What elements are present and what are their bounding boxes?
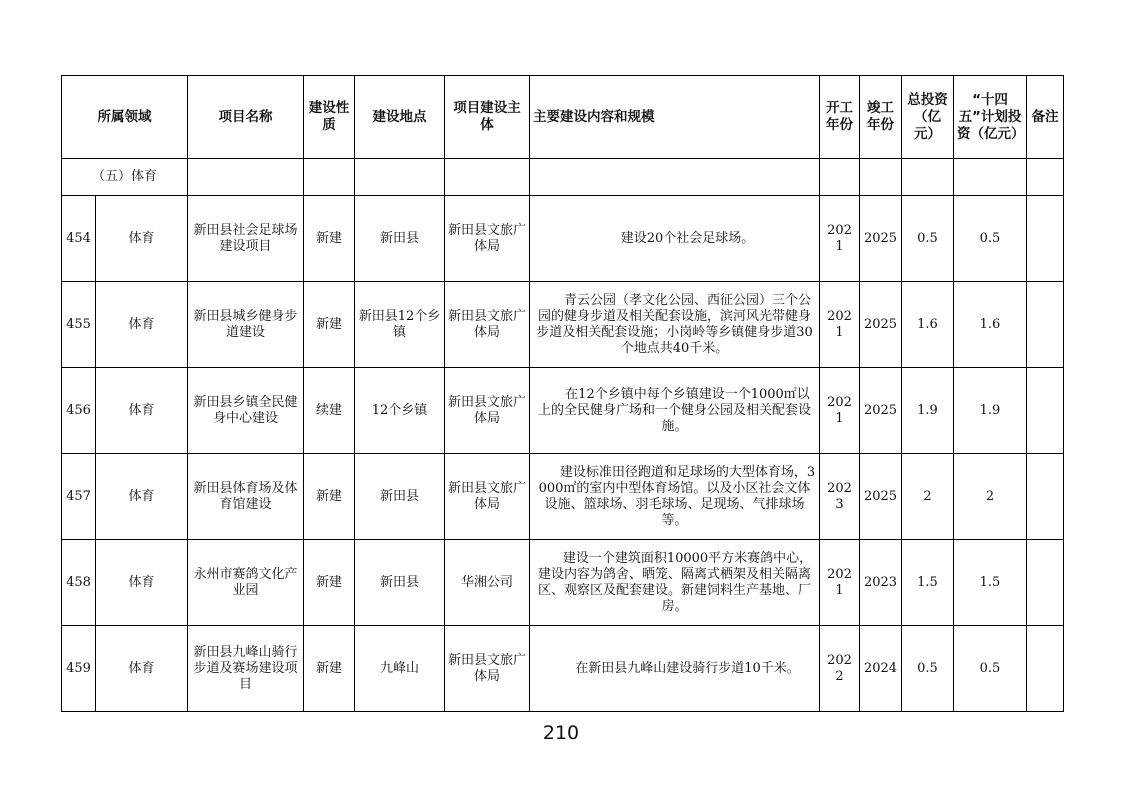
page-number: 210	[542, 722, 580, 744]
row-project-name: 新田县体育场及体育馆建设	[188, 454, 304, 540]
row-finish-year: 2025	[860, 196, 902, 282]
row-nature: 新建	[304, 282, 355, 368]
row-plan-investment: 1.9	[954, 368, 1027, 454]
row-location: 新田县	[355, 454, 445, 540]
row-start-year: 2021	[820, 196, 860, 282]
row-project-name: 新田县城乡健身步道建设	[188, 282, 304, 368]
section-empty-cell	[902, 159, 954, 196]
project-table	[61, 75, 1064, 712]
row-start-year: 2021	[820, 540, 860, 626]
row-start-year: 2021	[820, 282, 860, 368]
row-total-investment: 1.9	[902, 368, 954, 454]
section-empty-cell	[188, 159, 304, 196]
header-location: 建设地点	[355, 76, 445, 159]
row-finish-year: 2024	[860, 626, 902, 712]
row-owner: 新田县文旅广体局	[445, 282, 530, 368]
row-nature: 新建	[304, 540, 355, 626]
header-start-year: 开工年份	[820, 76, 860, 159]
row-field: 体育	[96, 540, 188, 626]
row-start-year: 2023	[820, 454, 860, 540]
row-plan-investment: 2	[954, 454, 1027, 540]
row-remark	[1027, 368, 1064, 454]
table-row	[62, 196, 1064, 282]
row-number: 456	[62, 368, 96, 454]
row-start-year: 2022	[820, 626, 860, 712]
row-owner: 新田县文旅广体局	[445, 368, 530, 454]
header-owner: 项目建设主体	[445, 76, 530, 159]
section-empty-cell	[954, 159, 1027, 196]
row-nature: 续建	[304, 368, 355, 454]
row-total-investment: 2	[902, 454, 954, 540]
header-nature: 建设性质	[304, 76, 355, 159]
row-remark	[1027, 540, 1064, 626]
row-nature: 新建	[304, 196, 355, 282]
section-label: （五）体育	[62, 159, 188, 196]
row-content: 青云公园（孝文化公园、西征公园）三个公园的健身步道及相关配套设施，滨河风光带健身步道及相关配套设施；小岗岭等乡镇健身步道30个地点共40千米。	[530, 282, 820, 368]
row-number: 454	[62, 196, 96, 282]
table-row	[62, 540, 1064, 626]
row-number: 455	[62, 282, 96, 368]
row-field: 体育	[96, 282, 188, 368]
row-total-investment: 1.5	[902, 540, 954, 626]
row-field: 体育	[96, 368, 188, 454]
row-content: 建设一个建筑面积10000平方米赛鸽中心，建设内容为鸽舍、晒笼、隔离式栖架及相关隔离区、观察区及配套建设。新建饲料生产基地、厂房。	[530, 540, 820, 626]
row-project-name: 永州市赛鸽文化产业园	[188, 540, 304, 626]
row-content: 建设20个社会足球场。	[530, 196, 820, 282]
row-finish-year: 2025	[860, 368, 902, 454]
row-content: 在12个乡镇中每个乡镇建设一个1000㎡以上的全民健身广场和一个健身公园及相关配套设施。	[530, 368, 820, 454]
row-finish-year: 2025	[860, 282, 902, 368]
header-content: 主要建设内容和规模	[530, 76, 820, 159]
row-plan-investment: 0.5	[954, 626, 1027, 712]
row-finish-year: 2025	[860, 454, 902, 540]
section-empty-cell	[820, 159, 860, 196]
row-number: 458	[62, 540, 96, 626]
section-empty-cell	[530, 159, 820, 196]
table-row	[62, 282, 1064, 368]
row-remark	[1027, 626, 1064, 712]
row-location: 新田县	[355, 540, 445, 626]
table-row	[62, 626, 1064, 712]
section-empty-cell	[445, 159, 530, 196]
row-plan-investment: 1.6	[954, 282, 1027, 368]
section-empty-cell	[355, 159, 445, 196]
row-project-name: 新田县九峰山骑行步道及赛场建设项目	[188, 626, 304, 712]
row-field: 体育	[96, 626, 188, 712]
row-remark	[1027, 282, 1064, 368]
header-field: 所属领域	[62, 76, 188, 159]
section-row	[62, 159, 1064, 196]
row-content: 在新田县九峰山建设骑行步道10千米。	[530, 626, 820, 712]
row-location: 12个乡镇	[355, 368, 445, 454]
row-finish-year: 2023	[860, 540, 902, 626]
row-field: 体育	[96, 196, 188, 282]
row-nature: 新建	[304, 626, 355, 712]
section-empty-cell	[860, 159, 902, 196]
row-total-investment: 0.5	[902, 196, 954, 282]
header-finish-year: 竣工年份	[860, 76, 902, 159]
row-nature: 新建	[304, 454, 355, 540]
row-field: 体育	[96, 454, 188, 540]
row-owner: 新田县文旅广体局	[445, 454, 530, 540]
section-empty-cell	[1027, 159, 1064, 196]
header-total-investment: 总投资（亿元）	[902, 76, 954, 159]
header-remark: 备注	[1027, 76, 1064, 159]
row-plan-investment: 0.5	[954, 196, 1027, 282]
table-row	[62, 368, 1064, 454]
header-project-name: 项目名称	[188, 76, 304, 159]
row-location: 新田县	[355, 196, 445, 282]
table-header-row	[62, 76, 1064, 159]
table-row	[62, 454, 1064, 540]
header-plan-investment: “十四五”计划投资（亿元）	[954, 76, 1027, 159]
row-owner: 新田县文旅广体局	[445, 196, 530, 282]
row-owner: 新田县文旅广体局	[445, 626, 530, 712]
row-total-investment: 0.5	[902, 626, 954, 712]
row-remark	[1027, 454, 1064, 540]
row-content: 建设标准田径跑道和足球场的大型体育场，3000㎡的室内中型体育场馆。以及小区社会文体设施、篮球场、羽毛球场、足现场、气排球场等。	[530, 454, 820, 540]
row-plan-investment: 1.5	[954, 540, 1027, 626]
row-number: 457	[62, 454, 96, 540]
row-project-name: 新田县乡镇全民健身中心建设	[188, 368, 304, 454]
row-project-name: 新田县社会足球场建设项目	[188, 196, 304, 282]
row-start-year: 2021	[820, 368, 860, 454]
row-location: 九峰山	[355, 626, 445, 712]
row-owner: 华湘公司	[445, 540, 530, 626]
section-empty-cell	[304, 159, 355, 196]
row-location: 新田县12个乡镇	[355, 282, 445, 368]
row-number: 459	[62, 626, 96, 712]
row-total-investment: 1.6	[902, 282, 954, 368]
row-remark	[1027, 196, 1064, 282]
